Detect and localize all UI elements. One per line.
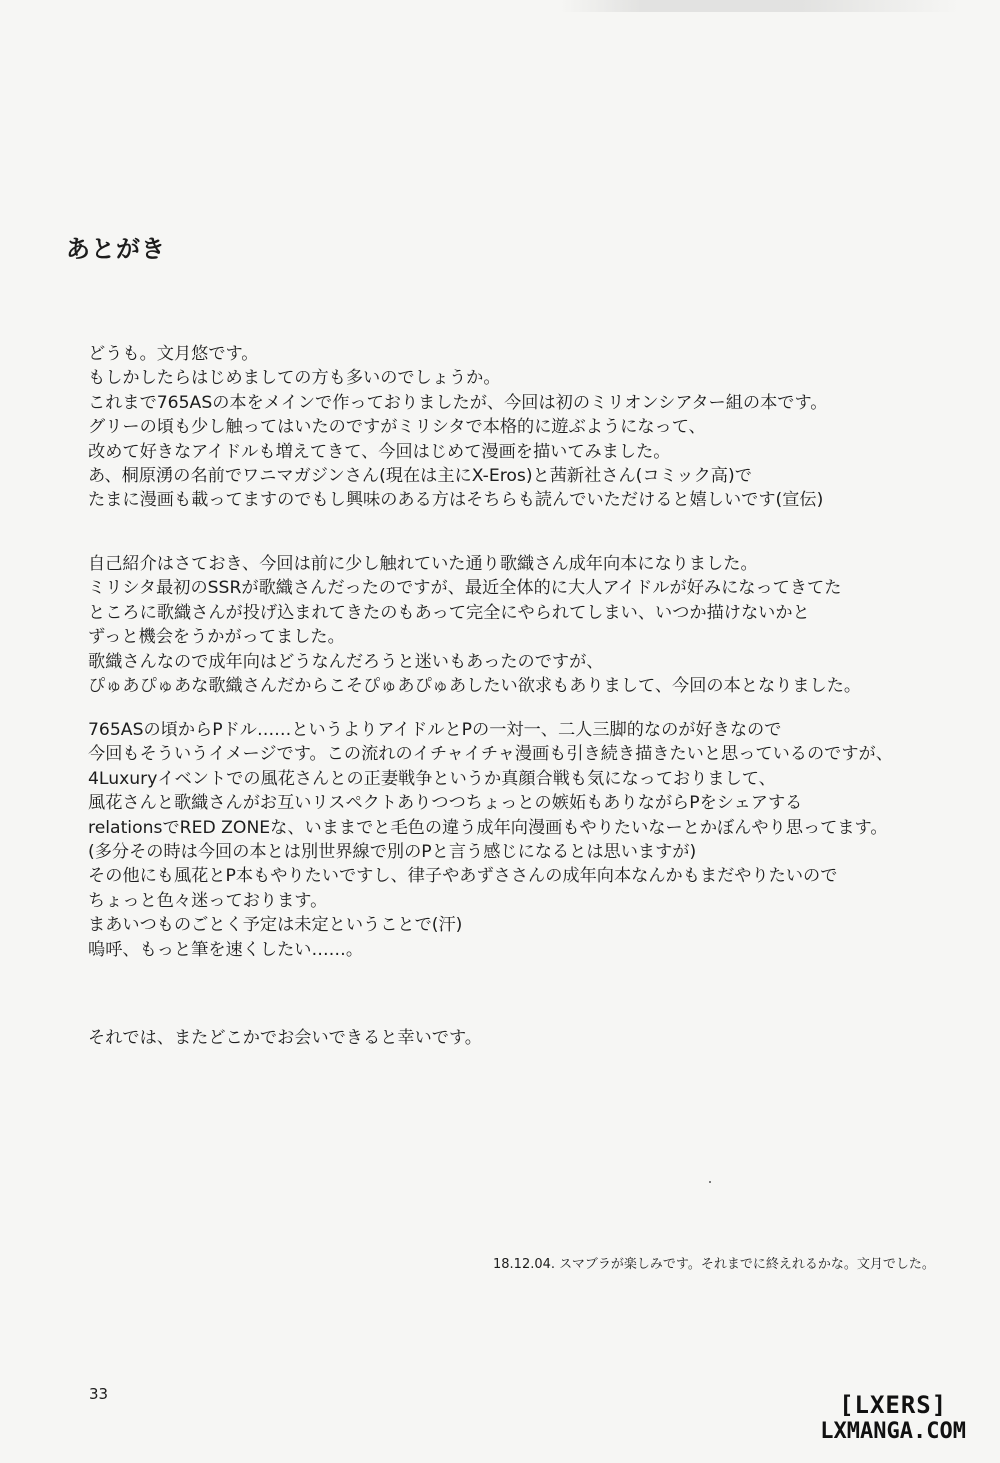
text-line: relationsでRED ZONEな、いままでと毛色の違う成年向漫画もやりたいなーとかぼんやり思ってます。	[88, 817, 888, 838]
text-line: ミリシタ最初のSSRが歌織さんだったのですが、最近全体的に大人アイドルが好みになってきてた	[88, 578, 842, 599]
text-line: ところに歌織さんが投げ込まれてきたのもあって完全にやられてしまい、いつか描けないかと	[88, 602, 810, 623]
sign-off-note: 18.12.04. スマブラが楽しみです。それまでに終えれるかな。文月でした。	[493, 1257, 935, 1272]
text-line: 改めて好きなアイドルも増えてきて、今回はじめて漫画を描いてみました。	[88, 441, 671, 462]
text-line: グリーの頃も少し触ってはいたのですがミリシタで本格的に遊ぶようになって、	[88, 417, 706, 438]
watermark-logo	[820, 1391, 966, 1445]
text-line: それでは、またどこかでお会いできると幸いです。	[88, 1028, 482, 1048]
page-number: 33	[89, 1385, 109, 1403]
text-line: 風花さんと歌織さんがお互いリスペクトありつつちょっとの嫉妬もありながらPをシェアする	[88, 793, 803, 814]
watermark-top-text: [LXERS]	[839, 1391, 948, 1419]
text-line: もしかしたらはじめましての方も多いのでしょうか。	[88, 368, 501, 389]
text-line: これまで765ASの本をメインで作っておりましたが、今回は初のミリオンシアター組の本です。	[88, 392, 828, 413]
text-line: どうも。文月悠です。	[88, 344, 259, 364]
text-line: (多分その時は今回の本とは別世界線で別のPと言う感じになるとは思いますが)	[88, 841, 697, 862]
text-line: 歌織さんなので成年向はどうなんだろうと迷いもあったのですが、	[88, 651, 604, 672]
text-line: 自己紹介はさておき、今回は前に少し触れていた通り歌織さん成年向本になりました。	[88, 554, 758, 574]
text-line: あ、桐原湧の名前でワニマガジンさん(現在は主にX-Eros)と茜新社さん(コミック高)で	[88, 465, 752, 486]
scan-artifact	[560, 0, 960, 12]
page-heading: あとがき	[66, 235, 166, 263]
watermark-bottom-text: LXMANGA.COM	[820, 1419, 966, 1444]
paragraph-greeting	[88, 342, 968, 513]
paragraph-future-plans	[88, 718, 968, 962]
text-line: 嗚呼、もっと筆を速くしたい……。	[88, 939, 364, 960]
text-line: 765ASの頃からPドル……というよりアイドルとPの一対一、二人三脚的なのが好きなので	[88, 720, 782, 740]
text-line: まあいつものごとく予定は未定ということで(汗)	[88, 915, 463, 936]
text-line: ぴゅあぴゅあな歌織さんだからこそぴゅあぴゅあしたい欲求もありまして、今回の本となりました。	[88, 675, 862, 696]
text-line: 4Luxuryイベントでの風花さんとの正妻戦争というか真顔合戦も気になっておりまして、	[88, 768, 776, 789]
scan-artifact-dot	[709, 1181, 711, 1183]
text-line: ずっと機会をうかがってました。	[88, 627, 345, 648]
text-line: ちょっと色々迷っております。	[88, 890, 328, 911]
text-line: その他にも風花とP本もやりたいですし、律子やあずささんの成年向本なんかもまだやりたいので	[88, 866, 838, 887]
paragraph-about-book	[88, 552, 968, 698]
text-line: たまに漫画も載ってますのでもし興味のある方はそちらも読んでいただけると嬉しいです(宣伝)	[88, 490, 824, 511]
paragraph-closing	[88, 1026, 968, 1050]
text-line: 今回もそういうイメージです。この流れのイチャイチャ漫画も引き続き描きたいと思っているのですが、	[88, 744, 893, 765]
